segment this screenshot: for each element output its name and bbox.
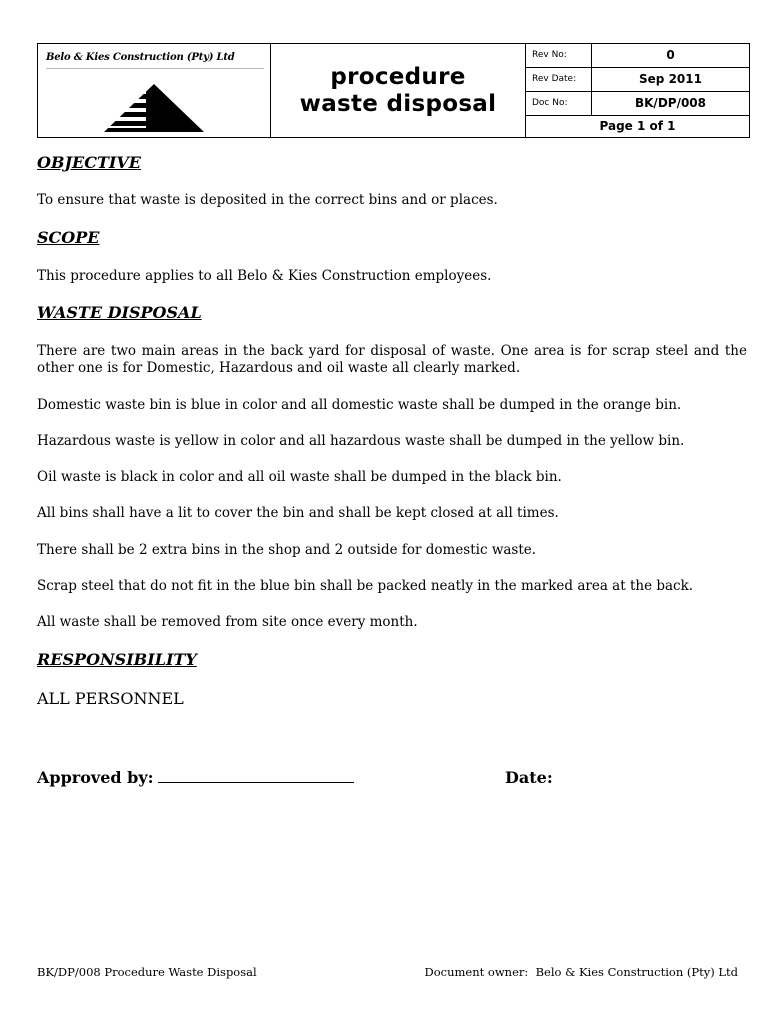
document-title-line-1: procedure — [330, 63, 466, 90]
rev-no-row — [526, 44, 749, 68]
doc-no-row — [526, 92, 749, 116]
scope-text: This procedure applies to all Belo & Kies Construction employees. — [37, 268, 492, 284]
rev-date-label: Rev Date: — [526, 68, 592, 91]
rev-date-value: Sep 2011 — [639, 72, 702, 86]
page-number: Page 1 of 1 — [599, 119, 676, 133]
rev-no-label: Rev No: — [526, 44, 592, 67]
approved-by-label: Approved by: — [37, 768, 154, 787]
waste-paragraph: Hazardous waste is yellow in color and all hazardous waste shall be dumped in the yellow bin. — [37, 433, 685, 449]
waste-paragraph: There shall be 2 extra bins in the shop and 2 outside for domestic waste. — [37, 542, 537, 558]
rev-date-row — [526, 68, 749, 92]
objective-heading: OBJECTIVE — [37, 153, 141, 172]
revision-info — [526, 44, 749, 137]
company-logo — [102, 82, 206, 138]
footer-document-ref: BK/DP/008 Procedure Waste Disposal — [37, 965, 257, 979]
company-divider — [46, 68, 264, 69]
waste-paragraph: There are two main areas in the back yard for disposal of waste. One area is for scrap steel and the other one is for Domestic, Hazardous and oil waste all clearly marked. — [37, 343, 747, 376]
responsibility-heading: RESPONSIBILITY — [37, 650, 197, 669]
objective-text: To ensure that waste is deposited in the correct bins and or places. — [37, 192, 498, 208]
document-header — [37, 43, 750, 138]
footer-document-owner: Document owner: Belo & Kies Construction (Pty) Ltd — [424, 965, 738, 979]
doc-no-value: BK/DP/008 — [634, 96, 706, 110]
waste-paragraph: All bins shall have a lit to cover the bin and shall be kept closed at all times. — [37, 505, 559, 521]
waste-paragraph: Scrap steel that do not fit in the blue bin shall be packed neatly in the marked area at the back. — [37, 578, 694, 594]
approved-by — [37, 768, 354, 787]
logo-cell — [38, 44, 271, 137]
title-cell — [271, 44, 526, 137]
waste-disposal-heading: WASTE DISPOSAL — [37, 303, 202, 322]
rev-no-value: 0 — [666, 48, 675, 62]
doc-no-label: Doc No: — [526, 92, 592, 115]
date-label: Date: — [505, 768, 553, 787]
company-name: Belo & Kies Construction (Pty) Ltd — [46, 52, 235, 63]
document-title-line-2: waste disposal — [299, 90, 497, 117]
scope-heading: SCOPE — [37, 228, 100, 247]
waste-paragraph: Domestic waste bin is blue in color and all domestic waste shall be dumped in the orange bin. — [37, 397, 682, 413]
waste-paragraph: All waste shall be removed from site once every month. — [37, 614, 418, 630]
responsibility-text: ALL PERSONNEL — [37, 689, 184, 708]
approved-by-signature-line — [158, 782, 354, 783]
waste-paragraph: Oil waste is black in color and all oil waste shall be dumped in the black bin. — [37, 469, 562, 485]
